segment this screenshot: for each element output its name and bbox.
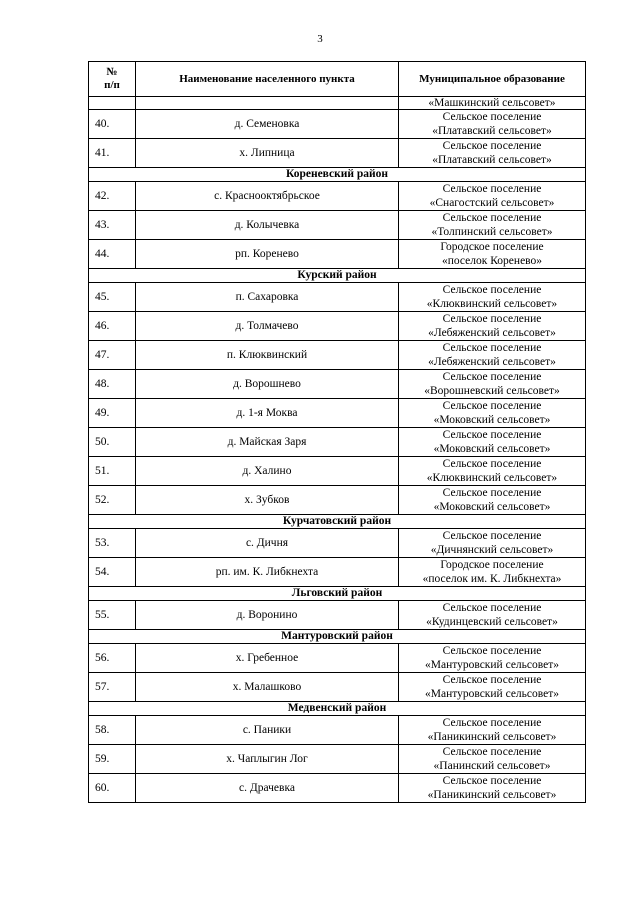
municipality-type: Сельское поселение [442,775,542,787]
settlement-name: рп. Коренево [136,240,399,269]
page-number: 3 [317,33,323,45]
municipality-cell [399,341,586,370]
municipality-type: Сельское поселение [442,111,542,123]
settlement-name: х. Малашково [136,673,399,702]
table-row [89,457,586,486]
municipality-cell [399,716,586,745]
settlement-name: с. Краснооктябрьское [136,182,399,211]
district-header-row [89,630,586,644]
municipality-name: «Панинский сельсовет» [433,760,551,772]
district-title: Медвенский район [89,702,586,716]
municipality-name: «поселок им. К. Либкнехта» [422,573,562,585]
settlement-name: х. Гребенное [136,644,399,673]
settlement-name: д. 1-я Моква [136,399,399,428]
municipality-name: «Паникинский сельсовет» [427,789,557,801]
table-row [89,182,586,211]
row-number: 52. [89,486,136,515]
municipality-type: Сельское поселение [442,458,542,470]
table-row [89,139,586,168]
municipality-name: «Моковский сельсовет» [433,501,551,513]
continuation-municipality: «Машкинский сельсовет» [399,97,586,110]
municipality-cell [399,182,586,211]
municipality-name: «Паникинский сельсовет» [427,731,557,743]
row-number: 46. [89,312,136,341]
municipality-type: Сельское поселение [442,183,542,195]
settlement-name: с. Драчевка [136,774,399,803]
row-number: 47. [89,341,136,370]
district-header-row [89,168,586,182]
municipality-name: «Мантуровский сельсовет» [424,659,560,671]
table-row [89,529,586,558]
municipality-cell [399,110,586,139]
municipality-name: «Клюквинский сельсовет» [426,472,558,484]
municipality-cell [399,745,586,774]
municipality-cell [399,312,586,341]
municipality-name: «Платавский сельсовет» [432,154,552,166]
settlement-name: х. Зубков [136,486,399,515]
row-number: 60. [89,774,136,803]
settlement-name: д. Ворошнево [136,370,399,399]
table-row [89,745,586,774]
table-row [89,283,586,312]
municipality-type: Сельское поселение [442,602,542,614]
district-header-row [89,702,586,716]
table-row [89,240,586,269]
municipality-cell [399,673,586,702]
header-settlement-name: Наименование населенного пункта [136,62,399,97]
row-number: 57. [89,673,136,702]
row-number: 42. [89,182,136,211]
continuation-row [89,97,586,110]
table-row [89,716,586,745]
header-number [89,62,136,97]
district-title: Курский район [89,269,586,283]
municipality-type: Городское поселение [440,559,544,571]
settlement-name: д. Семеновка [136,110,399,139]
row-number: 44. [89,240,136,269]
municipality-cell [399,240,586,269]
municipality-type: Сельское поселение [442,717,542,729]
row-number: 50. [89,428,136,457]
district-title: Мантуровский район [89,630,586,644]
table-row [89,774,586,803]
settlement-name: д. Колычевка [136,211,399,240]
municipality-type: Сельское поселение [442,429,542,441]
row-number: 59. [89,745,136,774]
settlement-name: рп. им. К. Либкнехта [136,558,399,587]
municipality-cell [399,457,586,486]
row-number: 49. [89,399,136,428]
municipality-cell [399,529,586,558]
row-number: 45. [89,283,136,312]
table-row [89,341,586,370]
municipality-name: «Моковский сельсовет» [433,443,551,455]
municipality-cell [399,283,586,312]
municipality-cell [399,370,586,399]
municipality-type: Сельское поселение [442,487,542,499]
table-header-row [89,62,586,97]
municipality-name: «Снагостский сельсовет» [429,197,555,209]
table-row [89,399,586,428]
table-row [89,312,586,341]
municipality-name: «Лебяженский сельсовет» [428,356,556,368]
settlement-name: х. Чаплыгин Лог [136,745,399,774]
municipality-type: Сельское поселение [442,284,542,296]
municipality-name: «Лебяженский сельсовет» [428,327,556,339]
municipality-name: «Моковский сельсовет» [433,414,551,426]
municipality-name: «Дичнянский сельсовет» [430,544,554,556]
district-title: Курчатовский район [89,515,586,529]
municipality-name: «Мантуровский сельсовет» [424,688,560,700]
municipality-type: Сельское поселение [442,400,542,412]
settlement-name: п. Сахаровка [136,283,399,312]
municipality-type: Сельское поселение [442,140,542,152]
row-number: 48. [89,370,136,399]
district-title: Кореневский район [89,168,586,182]
municipality-name: «поселок Коренево» [441,255,543,267]
settlement-name: с. Дичня [136,529,399,558]
municipality-type: Сельское поселение [442,746,542,758]
row-number: 56. [89,644,136,673]
municipality-type: Городское поселение [440,241,544,253]
settlements-table [88,61,586,803]
settlement-name: с. Паники [136,716,399,745]
row-number: 58. [89,716,136,745]
row-number: 40. [89,110,136,139]
settlement-name: х. Липница [136,139,399,168]
settlement-name: д. Халино [136,457,399,486]
municipality-type: Сельское поселение [442,674,542,686]
district-header-row [89,515,586,529]
table-row [89,644,586,673]
table-row [89,211,586,240]
municipality-cell [399,601,586,630]
district-header-row [89,587,586,601]
district-header-row [89,269,586,283]
municipality-name: «Толпинский сельсовет» [431,226,553,238]
row-number: 41. [89,139,136,168]
municipality-cell [399,428,586,457]
row-number: 53. [89,529,136,558]
settlement-name: п. Клюквинский [136,341,399,370]
municipality-name: «Ворошневский сельсовет» [424,385,560,397]
table-row [89,558,586,587]
table-row [89,428,586,457]
row-number: 43. [89,211,136,240]
row-number: 54. [89,558,136,587]
municipality-name: «Кудинцевский сельсовет» [426,616,558,628]
table-row [89,370,586,399]
municipality-cell [399,211,586,240]
municipality-name: «Платавский сельсовет» [432,125,552,137]
continuation-num-cell [89,97,136,110]
table-row [89,673,586,702]
row-number: 55. [89,601,136,630]
municipality-name: «Клюквинский сельсовет» [426,298,558,310]
header-number-line2: п/п [104,79,120,91]
municipality-cell [399,644,586,673]
table-row [89,486,586,515]
municipality-cell [399,558,586,587]
municipality-cell [399,399,586,428]
municipality-type: Сельское поселение [442,342,542,354]
municipality-type: Сельское поселение [442,530,542,542]
table-row [89,601,586,630]
municipality-cell [399,774,586,803]
municipality-type: Сельское поселение [442,212,542,224]
settlement-name: д. Воронино [136,601,399,630]
header-number-line1: № [106,66,118,78]
municipality-cell [399,139,586,168]
municipality-cell [399,486,586,515]
district-title: Льговский район [89,587,586,601]
municipality-type: Сельское поселение [442,313,542,325]
settlement-name: д. Толмачево [136,312,399,341]
row-number: 51. [89,457,136,486]
continuation-name-cell [136,97,399,110]
header-municipality: Муниципальное образование [399,62,586,97]
table-row [89,110,586,139]
municipality-type: Сельское поселение [442,645,542,657]
municipality-type: Сельское поселение [442,371,542,383]
settlement-name: д. Майская Заря [136,428,399,457]
